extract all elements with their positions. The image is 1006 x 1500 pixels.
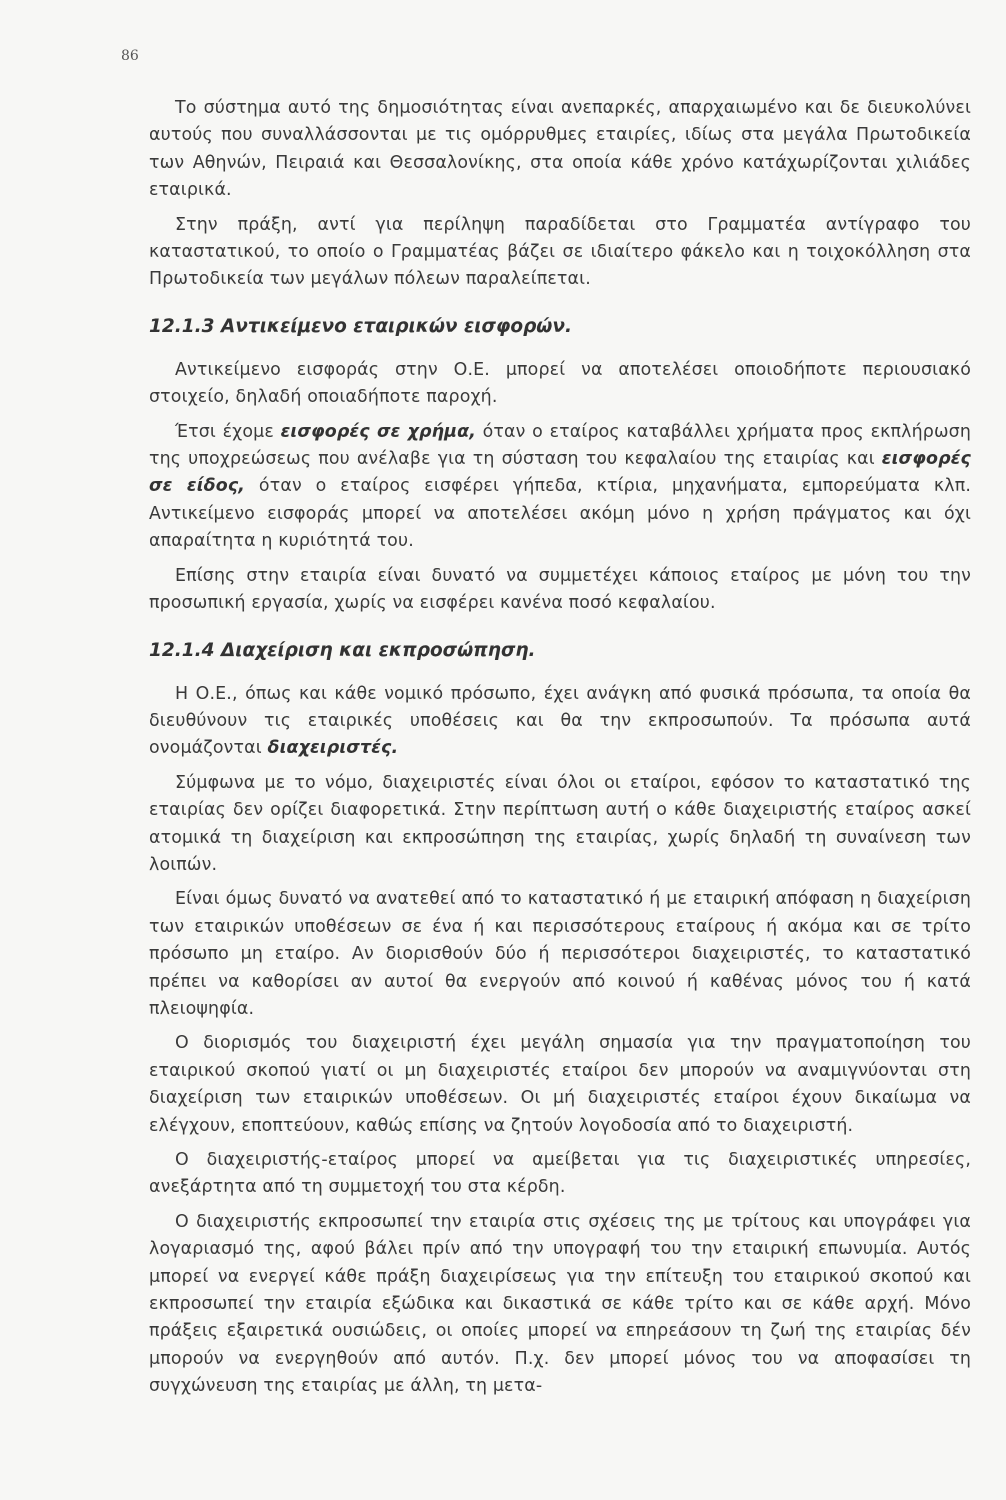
section-heading: 12.1.3 Αντικείμενο εταιρικών εισφορών. [149,315,573,337]
paragraph [149,681,971,763]
emphasized-term: εισφορές σε είδος, [149,449,971,497]
paragraph: Ο διαχειριστής εκπροσωπεί την εταιρία στις σχέσεις της με τρίτους και υπογράφει για λογαριασμό της, αφού βάλει πρίν από την υπογραφή του την εταιρική επωνυμία. Αυτός μπορεί να ενεργεί κάθε πράξη διαχειρίσεως για την επίτευξη του εταιρικού σκοπού και εκπροσωπεί την εταιρία εξώδικα και δικαστικά σε κάθε τρίτο και σε κάθε αρχή. Μόνο πράξεις εξαιρετικά ουσιώδεις, οι οποίες μπορεί να επηρεάσουν τη ζωή της εταιρίας δέν μπορούν να ενεργηθούν από αυτόν. Π.χ. δεν μπορεί μόνος του να αποφασίσει τη συγχώνευση της εταιρίας με άλλη, τη μετα- [149,1211,971,1397]
emphasized-term: εισφορές σε χρήμα, [280,421,476,442]
paragraph [149,419,971,556]
paragraph: Επίσης στην εταιρία είναι δυνατό να συμμετέχει κάποιος εταίρος με μόνη του την προσωπική εργασία, χωρίς να εισφέρει κανένα ποσό κεφαλαίου. [149,565,971,614]
text-span: όταν ο εταίρος εισφέρει γήπεδα, κτίρια, μηχανήματα, εμπορεύματα κλπ. Αντικείμενο εισφοράς μπορεί να αποτελέσει ακόμη μόνο η χρήση πράγματος και όχι απαραίτητα η κυριότητά του. [149,476,971,552]
paragraph: Το σύστημα αυτό της δημοσιότητας είναι ανεπαρκές, απαρχαιωμένο και δε διευκολύνει αυτούς που συναλλάσσονται με τις ομόρρυθμες εταιρίες, ιδίως στα μεγάλα Πρωτοδικεία των Αθηνών, Πειραιά και Θεσσαλονίκης, στα οποία κάθε χρόνο κατάχωρίζονται χιλιάδες εταιρικά. [149,98,971,201]
paragraph: Είναι όμως δυνατό να ανατεθεί από το καταστατικό ή με εταιρική απόφαση η διαχείριση των εταιρικών υποθέσεων σε ένα ή και περισσότερους εταίρους ή ακόμα και σε τρίτο πρόσωπο μη εταίρο. Αν διορισθούν δύο ή περισσότεροι διαχειριστές, το καταστατικό πρέπει να καθορίσει αν αυτοί θα ενεργούν από κοινού ή καθένας μόνος του ή κατά πλειοψηφία. [149,889,971,1019]
text-span: Έτσι έχομε [175,421,281,442]
text-span: Η Ο.Ε., όπως και κάθε νομικό πρόσωπο, έχει ανάγκη από φυσικά πρόσωπα, τα οποία θα διευθύνουν τις εταιρικές υποθέσεις και θα την εκπροσωπούν. Τα πρόσωπα αυτά ονομάζονται [149,683,971,759]
section-heading: 12.1.4 Διαχείριση και εκπροσώπηση. [149,639,536,661]
emphasized-term: διαχειριστές. [267,738,399,759]
paragraph: Στην πράξη, αντί για περίληψη παραδίδεται στο Γραμματέα αντίγραφο του καταστατικού, το οποίο ο Γραμματέας βάζει σε ιδιαίτερο φάκελο και η τοιχοκόλληση στα Πρωτοδικεία των μεγάλων πόλεων παραλείπεται. [149,214,971,290]
paragraph: Σύμφωνα με το νόμο, διαχειριστές είναι όλοι οι εταίροι, εφόσον το καταστατικό της εταιρίας δεν ορίζει διαφορετικά. Στην περίπτωση αυτή ο κάθε διαχειριστής εταίρος ασκεί ατομικά τη διαχείριση και εκπροσώπηση της εταιρίας, χωρίς δηλαδή τη συναίνεση των λοιπών. [149,772,971,875]
page-number: 86 [121,48,139,64]
text-span: όταν ο εταίρος καταβάλλει χρήματα προς εκπλήρωση της υποχρεώσεως που ανέλαβε για τη σύσταση του κεφαλαίου της εταιρίας και [149,421,971,470]
paragraph: Ο διορισμός του διαχειριστή έχει μεγάλη σημασία για την πραγματοποίηση του εταιρικού σκοπού γιατί οι μη διαχειριστές εταίροι δεν μπορούν να αναμιγνύονται στη διαχείριση των εταιρικών υποθέσεων. Οι μή διαχειριστές εταίροι έχουν δικαίωμα να ελέγχουν, εποπτεύουν, καθώς επίσης να ζητούν λογοδοσία από το διαχειριστή. [149,1033,971,1136]
paragraph: Ο διαχειριστής-εταίρος μπορεί να αμείβεται για τις διαχειριστικές υπηρεσίες, ανεξάρτητα από τη συμμετοχή του στα κέρδη. [149,1150,971,1198]
page-body [149,95,971,1401]
paragraph: Αντικείμενο εισφοράς στην Ο.Ε. μπορεί να αποτελέσει οποιοδήποτε περιουσιακό στοιχείο, δηλαδή οποιαδήποτε παροχή. [149,359,971,408]
